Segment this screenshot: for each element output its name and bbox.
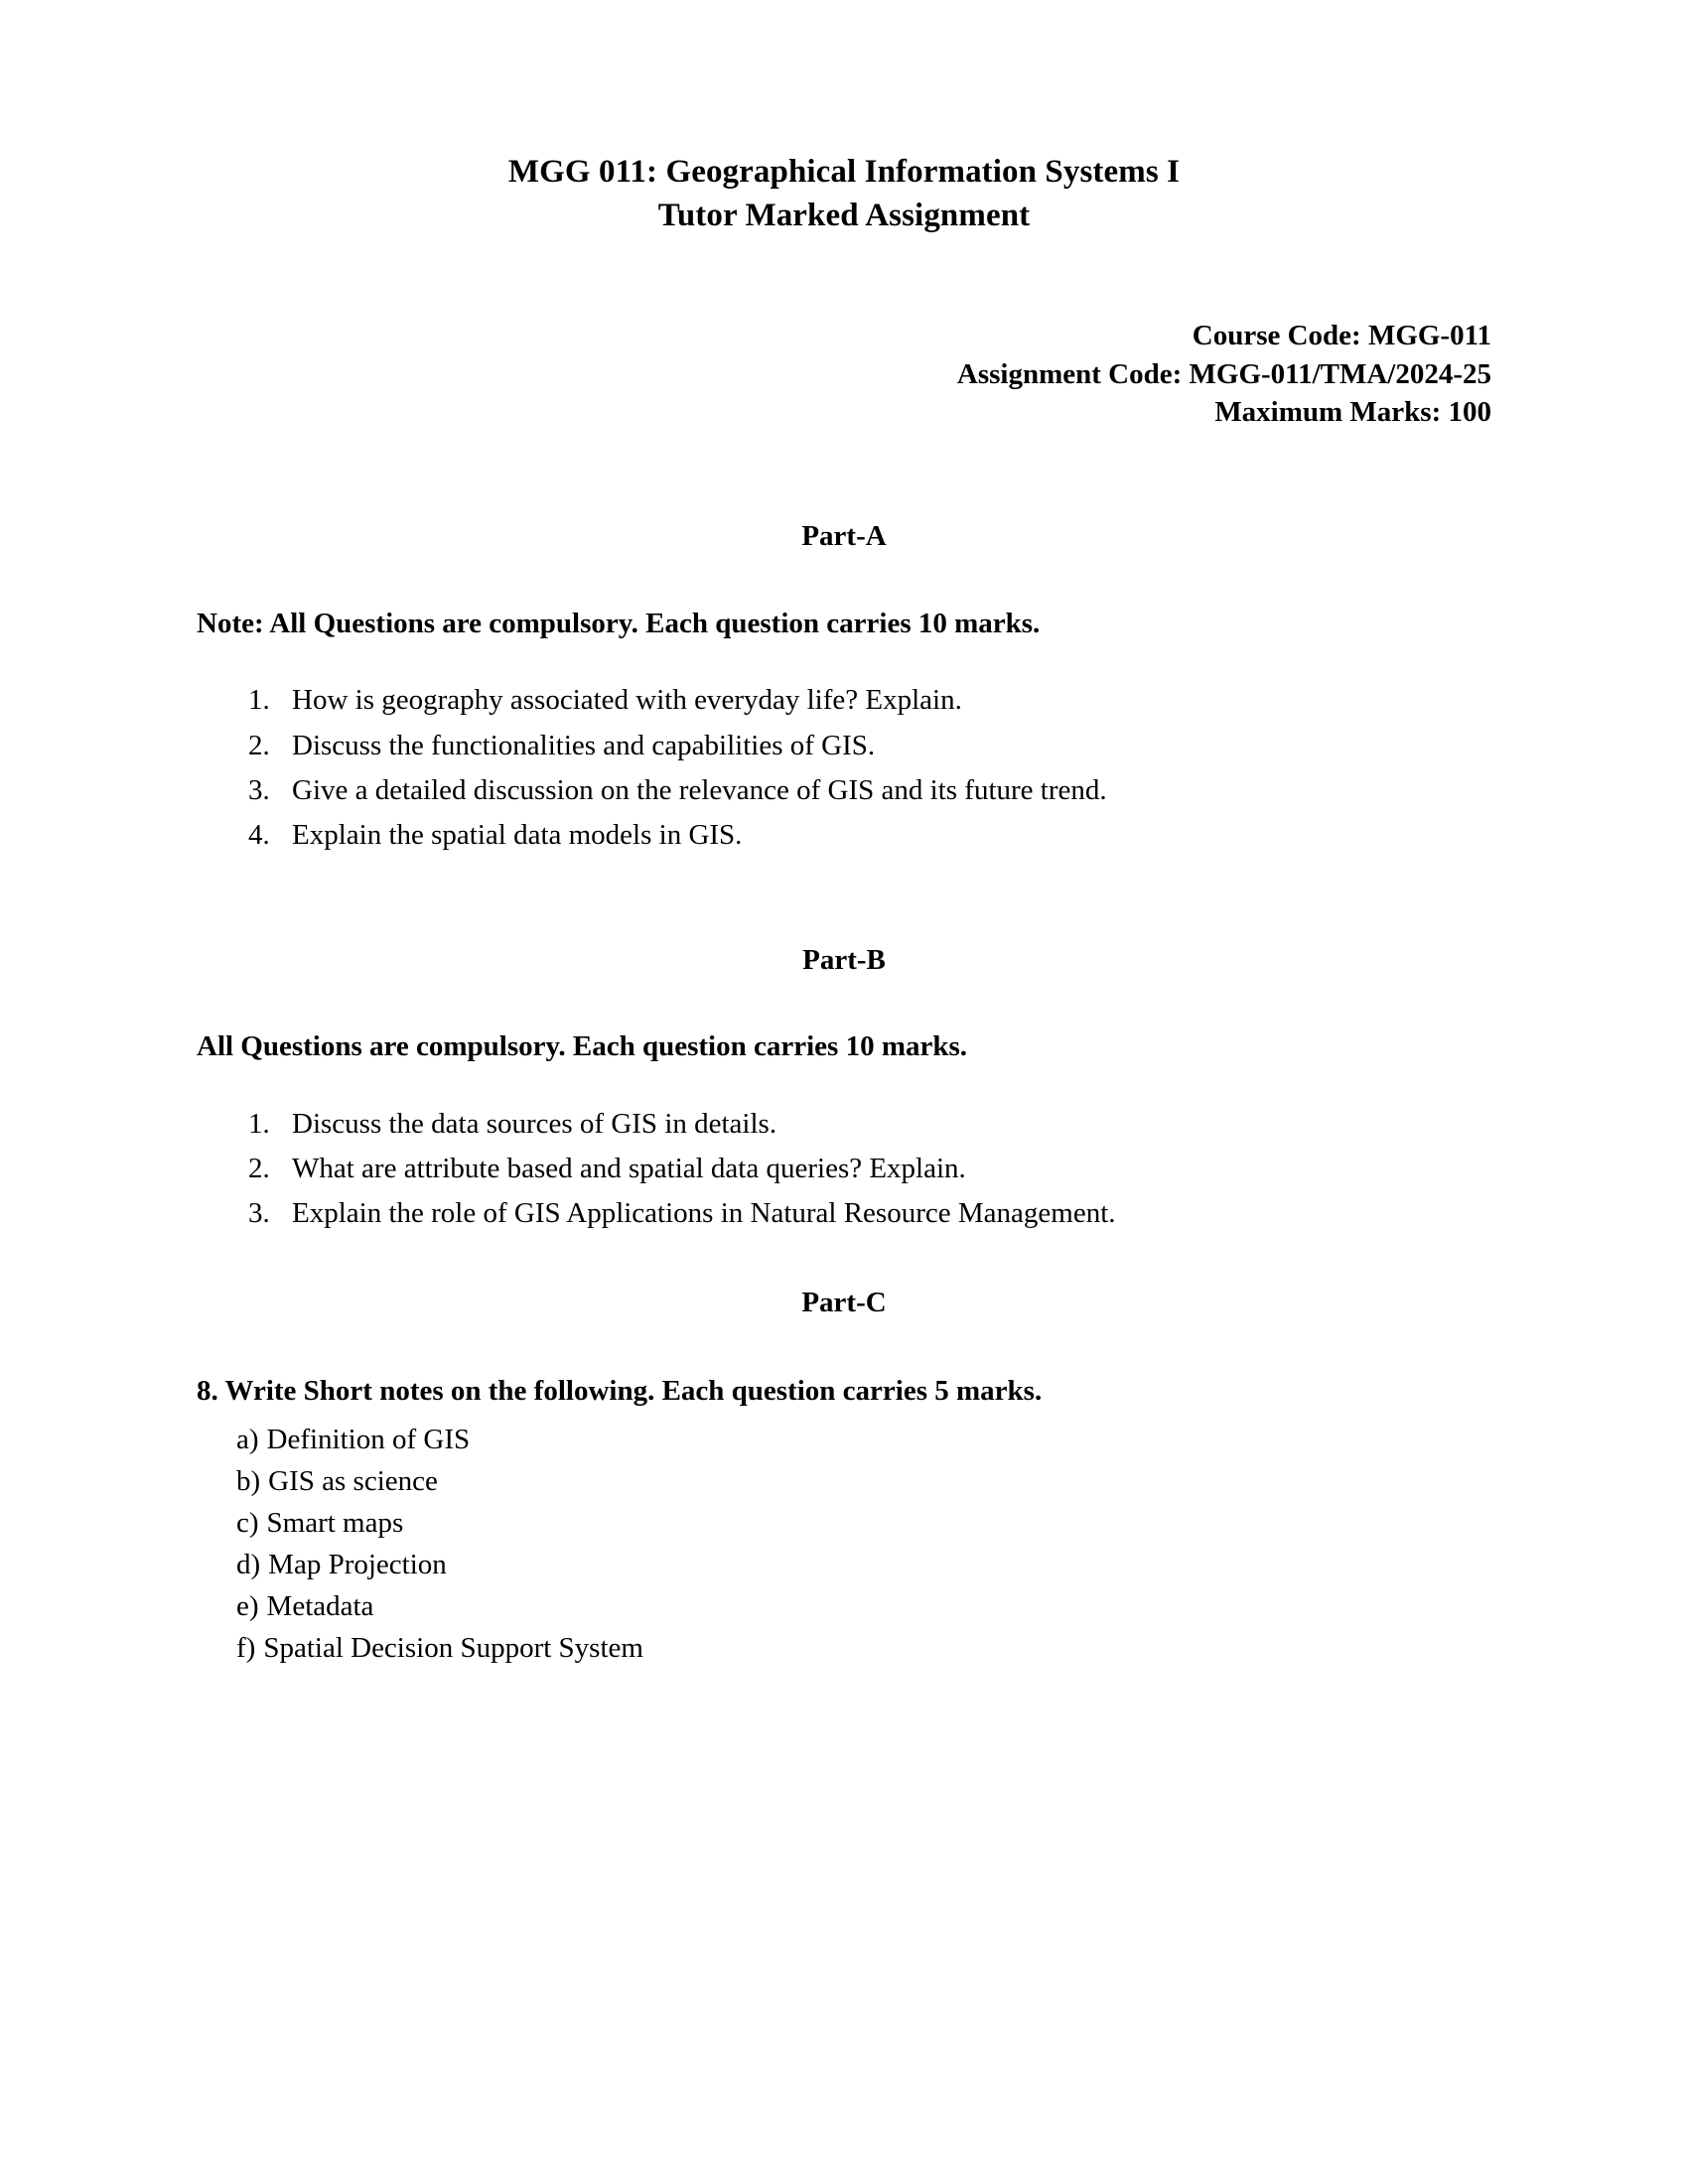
list-item xyxy=(197,768,1491,813)
question-number: 2. xyxy=(248,729,270,761)
sub-item-text: Metadata xyxy=(266,1590,374,1623)
question-text: How is geography associated with everyday life? Explain. xyxy=(292,684,962,717)
page-title xyxy=(197,0,1491,237)
title-line-1: MGG 011: Geographical Information Systems I xyxy=(507,154,1181,190)
sub-item-text: GIS as science xyxy=(268,1465,438,1498)
part-a-heading: Part-A xyxy=(801,519,887,552)
part-b-question-list xyxy=(197,1064,1491,1237)
part-b-heading: Part-B xyxy=(802,944,886,977)
question-text: Explain the spatial data models in GIS. xyxy=(292,819,743,852)
maximum-marks: Maximum Marks: 100 xyxy=(1214,396,1491,429)
question-text: Give a detailed discussion on the relevance of GIS and its future trend. xyxy=(292,773,1107,806)
sub-item-text: Smart maps xyxy=(266,1507,404,1540)
list-item xyxy=(197,1460,1491,1502)
question-number: 2. xyxy=(248,1153,270,1185)
question-number: 1. xyxy=(248,1107,270,1140)
list-item xyxy=(197,724,1491,768)
question-text: Discuss the functionalities and capabilities of GIS. xyxy=(292,729,876,761)
assignment-code: Assignment Code: MGG-011/TMA/2024-25 xyxy=(956,357,1491,390)
sub-item-text: Map Projection xyxy=(268,1549,447,1581)
part-a-question-list xyxy=(197,640,1491,858)
list-item xyxy=(197,678,1491,723)
part-a-note: Note: All Questions are compulsory. Each question carries 10 marks. xyxy=(197,607,1041,639)
question-number: 4. xyxy=(248,819,270,852)
list-item xyxy=(197,1502,1491,1544)
list-item xyxy=(197,1419,1491,1460)
list-item xyxy=(197,1191,1491,1236)
part-c-heading: Part-C xyxy=(801,1286,887,1318)
course-meta-block xyxy=(197,237,1491,432)
title-line-2: Tutor Marked Assignment xyxy=(657,197,1031,233)
list-item xyxy=(197,1585,1491,1627)
question-text: What are attribute based and spatial data queries? Explain. xyxy=(292,1153,966,1185)
short-notes-heading: 8. Write Short notes on the following. Each question carries 5 marks. xyxy=(197,1375,1043,1408)
list-item xyxy=(197,1627,1491,1669)
sub-item-label: a) xyxy=(236,1424,259,1456)
sub-item-text: Spatial Decision Support System xyxy=(263,1632,643,1665)
sub-item-label: c) xyxy=(236,1507,259,1540)
sub-item-label: f) xyxy=(236,1632,256,1665)
sub-item-label: d) xyxy=(236,1549,261,1581)
question-number: 3. xyxy=(248,773,270,806)
question-number: 1. xyxy=(248,684,270,717)
list-item xyxy=(197,1147,1491,1191)
list-item xyxy=(197,813,1491,858)
sub-item-label: b) xyxy=(236,1465,261,1498)
part-b-note: All Questions are compulsory. Each question carries 10 marks. xyxy=(197,1030,968,1063)
course-code: Course Code: MGG-011 xyxy=(1192,320,1491,352)
question-number: 3. xyxy=(248,1197,270,1230)
sub-item-label: e) xyxy=(236,1590,259,1623)
question-text: Explain the role of GIS Applications in Natural Resource Management. xyxy=(292,1197,1116,1230)
list-item xyxy=(197,1102,1491,1147)
question-text: Discuss the data sources of GIS in details. xyxy=(292,1107,777,1140)
short-notes-sub-list xyxy=(197,1409,1491,1669)
list-item xyxy=(197,1544,1491,1585)
document-content xyxy=(197,0,1491,1669)
sub-item-text: Definition of GIS xyxy=(266,1424,471,1456)
